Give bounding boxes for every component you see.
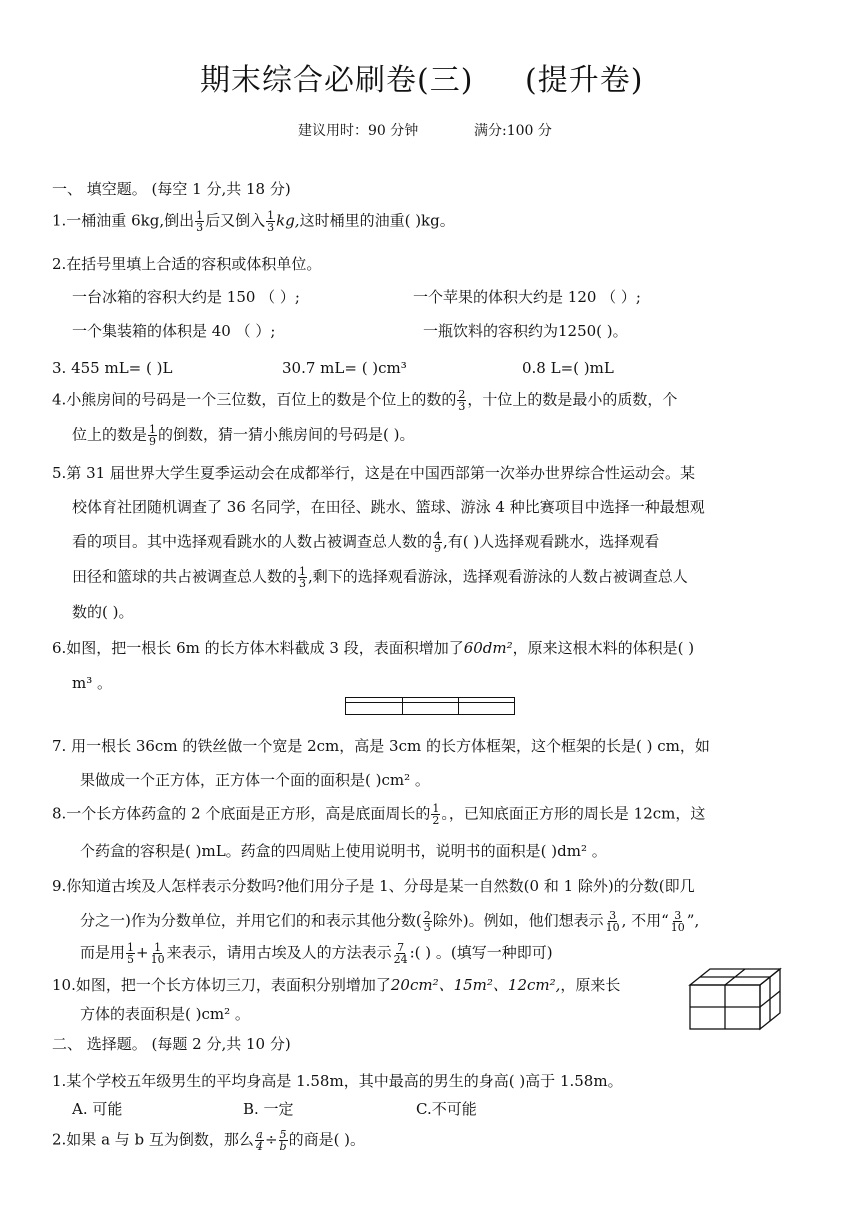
fraction: $\frac{7}{24}$ [393,941,408,966]
question-3-part-a: 3. 455 mL= ( )L [52,359,173,377]
question-9-line3: 而是用 $\frac{1}{5}$ + $\frac{1}{10}$ 来表示，请用古埃及人的方法表示 $\frac{7}{24}$ :( ) 。(填写一种即可) [80,941,553,966]
question-5-line1: 5.第 31 届世界大学生夏季运动会在成都举行，这是在中国西部第一次举办世界综合性运动会。某 [52,464,695,482]
fraction: $\frac{2}{3}$ [458,388,466,413]
question-7-line2: 果做成一个正方体，正方体一个面的面积是( )cm² 。 [80,771,430,789]
fraction: $\frac{1}{10}$ [150,941,165,966]
fraction: $\frac{1}{9}$ [149,423,157,448]
fraction: $\frac{a}{4}$ [255,1128,263,1153]
question-2-item-fridge: 一台冰箱的容积大约是 150 （ ）; [72,288,300,306]
question-5-line3: 看的项目。其中选择观看跳水的人数占被调查总人数的 $\frac{4}{9}$ ,有( )人选择观看跳水，选择观看 [72,530,660,555]
page-title: 期末综合必刷卷(三) [200,63,474,98]
page-subtitle: (提升卷) [525,63,644,98]
question-10-line1: 10.如图，把一个长方体切三刀，表面积分别增加了20cm²、15m²、12cm²,，原来长 [52,976,621,994]
question-5-line2: 校体育社团随机调查了 36 名同学，在田径、跳水、篮球、游泳 4 种比赛项目中选择一种最想观 [72,498,705,516]
question-6-line1: 6.如图，把一根长 6m 的长方体木料截成 3 段，表面积增加了60dm²，原来这根木料的体积是( ) [52,639,695,657]
fraction: $\frac{1}{3}$ [267,209,275,234]
suggested-time: 建议用时：90 分钟 [298,123,419,139]
option-a: A. 可能 [72,1100,123,1118]
question-4-line1: 4.小熊房间的号码是一个三位数，百位上的数是个位上的数的 $\frac{2}{3}$ ，十位上的数是最小的质数，个 [52,388,678,413]
question-6-line2: m³ 。 [72,674,113,692]
question-1: 1.一桶油重 6kg,倒出 $\frac{1}{3}$ 后又倒入 $\frac{1}{3}$ kg,这时桶里的油重( )kg。 [52,209,455,234]
question-2-item-apple: 一个苹果的体积大约是 120 （ ）; [413,288,641,306]
question-2-item-container: 一个集装箱的体积是 40 （ ）; [72,322,276,340]
choice-question-1: 1.某个学校五年级男生的平均身高是 1.58m，其中最高的男生的身高( )高于 1.58m。 [52,1072,623,1090]
choice-question-2: 2.如果 a 与 b 互为倒数，那么 $\frac{a}{4}$ ÷ $\frac{5}{b}$ 的商是( )。 [52,1128,366,1153]
question-9-line2: 分之一)作为分数单位，并用它们的和表示其他分数( $\frac{2}{3}$ 除外)。例如，他们想表示 $\frac{3}{10}$ , 不用“ $\frac{3}{10}$ ”, [80,909,700,934]
section2-heading: 二、 选择题。 (每题 2 分,共 10 分) [52,1035,291,1053]
fraction: $\frac{1}{2}$ [432,802,440,827]
wood-beam-figure [345,697,515,715]
fraction: $\frac{4}{9}$ [434,530,442,555]
question-5-line5: 数的( )。 [72,603,134,621]
question-10-line2: 方体的表面积是( )cm² 。 [80,1005,250,1023]
question-3-part-b: 30.7 mL= ( )cm³ [282,359,407,377]
fraction: $\frac{1}{3}$ [299,565,307,590]
question-8-line2: 个药盒的容积是( )mL。药盒的四周贴上使用说明书，说明书的面积是( )dm² 。 [80,842,607,860]
question-4-line2: 位上的数是 $\frac{1}{9}$ 的倒数，猜一猜小熊房间的号码是( )。 [72,423,415,448]
question-8-line1: 8.一个长方体药盒的 2 个底面是正方形，高是底面周长的 $\frac{1}{2}$ 。，已知底面正方形的周长是 12cm，这 [52,802,706,827]
full-score: 满分:100 分 [474,123,552,139]
option-b: B. 一定 [243,1100,294,1118]
cut-cuboid-figure [685,965,785,1035]
question-5-line4: 田径和篮球的共占被调查总人数的 $\frac{1}{3}$ ,剩下的选择观看游泳，选择观看游泳的人数占被调查总人 [72,565,688,590]
question-7-line1: 7. 用一根长 36cm 的铁丝做一个宽是 2cm，高是 3cm 的长方体框架，这个框架的长是( ) cm，如 [52,737,710,755]
question-2: 2.在括号里填上合适的容积或体积单位。 [52,255,322,273]
fraction: $\frac{3}{10}$ [605,909,620,934]
fraction: $\frac{1}{5}$ [127,941,135,966]
fraction: $\frac{3}{10}$ [670,909,685,934]
fraction: $\frac{5}{b}$ [279,1128,287,1153]
fraction: $\frac{2}{3}$ [423,909,431,934]
question-2-item-drink: 一瓶饮料的容积约为1250( )。 [423,322,628,340]
question-9-line1: 9.你知道古埃及人怎样表示分数吗?他们用分子是 1、分母是某一自然数(0 和 1 除外)的分数(即几 [52,877,695,895]
fraction: $\frac{1}{3}$ [196,209,204,234]
section1-heading: 一、 填空题。 (每空 1 分,共 18 分) [52,180,291,198]
option-c: C.不可能 [416,1100,477,1118]
question-3-part-c: 0.8 L=( )mL [522,359,614,377]
